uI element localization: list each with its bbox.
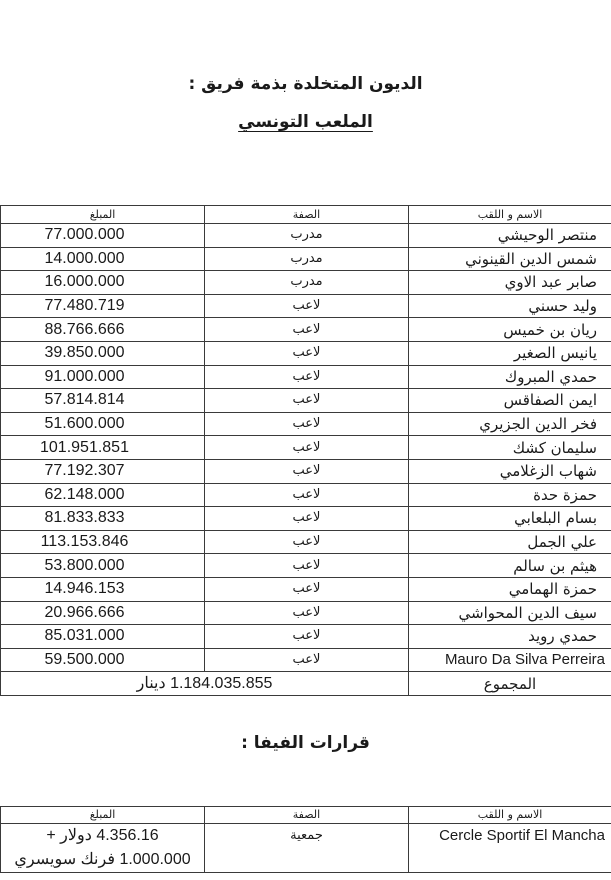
fifa-role-cell: جمعية <box>205 824 409 873</box>
name-cell: بسام البلعابي <box>409 507 611 531</box>
fifa-name-cell: Cercle Sportif El Mancha <box>409 824 611 873</box>
role-cell: لاعب <box>205 459 409 483</box>
name-cell: سيف الدين المحواشي <box>409 601 611 625</box>
amount-cell: 14.946.153 <box>1 577 205 601</box>
role-cell: لاعب <box>205 483 409 507</box>
amount-cell: 101.951.851 <box>1 436 205 460</box>
name-cell: Mauro Da Silva Perreira <box>409 648 611 672</box>
amount-cell: 113.153.846 <box>1 530 205 554</box>
fifa-table <box>0 806 611 873</box>
name-cell: حمزة الهمامي <box>409 577 611 601</box>
role-cell: لاعب <box>205 648 409 672</box>
total-row <box>1 672 611 696</box>
role-cell: لاعب <box>205 412 409 436</box>
role-cell: لاعب <box>205 365 409 389</box>
table-row <box>1 507 611 531</box>
name-cell: صابر عبد الاوي <box>409 271 611 295</box>
name-cell: ايمن الصفاقس <box>409 389 611 413</box>
document-title: الديون المتخلدة بذمة فريق : <box>188 74 423 94</box>
role-cell: لاعب <box>205 625 409 649</box>
table-row <box>1 365 611 389</box>
header-role: الصفة <box>205 206 409 224</box>
debts-table <box>0 205 611 696</box>
amount-cell: 53.800.000 <box>1 554 205 578</box>
role-cell: لاعب <box>205 507 409 531</box>
role-cell: لاعب <box>205 436 409 460</box>
table-row <box>1 341 611 365</box>
amount-cell: 20.966.666 <box>1 601 205 625</box>
role-cell: مدرب <box>205 224 409 248</box>
name-cell: حمدي المبروك <box>409 365 611 389</box>
table-row <box>1 412 611 436</box>
fifa-row <box>1 824 611 873</box>
fifa-header-name: الاسم و اللقب <box>409 807 611 824</box>
table-row <box>1 530 611 554</box>
name-cell: يانيس الصغير <box>409 341 611 365</box>
fifa-amount-line2: 1.000.000 فرنك سويسري <box>14 851 191 868</box>
amount-cell: 85.031.000 <box>1 625 205 649</box>
club-name: الملعب التونسي <box>238 112 373 132</box>
fifa-section-title: قرارات الفيفا : <box>241 733 370 753</box>
fifa-header-role: الصفة <box>205 807 409 824</box>
amount-cell: 51.600.000 <box>1 412 205 436</box>
amount-cell: 77.000.000 <box>1 224 205 248</box>
fifa-header-row <box>1 807 611 824</box>
name-cell: سليمان كشك <box>409 436 611 460</box>
table-row <box>1 247 611 271</box>
name-cell: شهاب الزغلامي <box>409 459 611 483</box>
total-value: 1.184.035.855 دينار <box>1 672 409 696</box>
amount-cell: 62.148.000 <box>1 483 205 507</box>
amount-cell: 16.000.000 <box>1 271 205 295</box>
table-row <box>1 625 611 649</box>
amount-cell: 77.480.719 <box>1 294 205 318</box>
table-row <box>1 294 611 318</box>
amount-cell: 59.500.000 <box>1 648 205 672</box>
role-cell: لاعب <box>205 601 409 625</box>
table-row <box>1 554 611 578</box>
table-row <box>1 389 611 413</box>
role-cell: لاعب <box>205 294 409 318</box>
name-cell: فخر الدين الجزيري <box>409 412 611 436</box>
name-cell: هيثم بن سالم <box>409 554 611 578</box>
role-cell: لاعب <box>205 554 409 578</box>
amount-cell: 91.000.000 <box>1 365 205 389</box>
role-cell: مدرب <box>205 247 409 271</box>
table-row <box>1 648 611 672</box>
fifa-amount-cell <box>1 824 205 873</box>
table-row <box>1 577 611 601</box>
table-row <box>1 271 611 295</box>
fifa-amount-line1: 4.356.16 دولار + <box>46 827 159 844</box>
name-cell: ريان بن خميس <box>409 318 611 342</box>
amount-cell: 57.814.814 <box>1 389 205 413</box>
name-cell: علي الجمل <box>409 530 611 554</box>
table-header-row <box>1 206 611 224</box>
role-cell: لاعب <box>205 341 409 365</box>
table-row <box>1 436 611 460</box>
header-amount: المبلغ <box>1 206 205 224</box>
header-name: الاسم و اللقب <box>409 206 611 224</box>
amount-cell: 14.000.000 <box>1 247 205 271</box>
table-row <box>1 318 611 342</box>
table-row <box>1 224 611 248</box>
name-cell: شمس الدين القينوني <box>409 247 611 271</box>
role-cell: لاعب <box>205 318 409 342</box>
fifa-header-amount: المبلغ <box>1 807 205 824</box>
amount-cell: 39.850.000 <box>1 341 205 365</box>
role-cell: لاعب <box>205 577 409 601</box>
role-cell: لاعب <box>205 530 409 554</box>
amount-cell: 81.833.833 <box>1 507 205 531</box>
amount-cell: 77.192.307 <box>1 459 205 483</box>
name-cell: منتصر الوحيشي <box>409 224 611 248</box>
table-row <box>1 483 611 507</box>
total-label: المجموع <box>409 672 611 696</box>
table-row <box>1 601 611 625</box>
name-cell: حمزة حدة <box>409 483 611 507</box>
role-cell: مدرب <box>205 271 409 295</box>
amount-cell: 88.766.666 <box>1 318 205 342</box>
table-row <box>1 459 611 483</box>
role-cell: لاعب <box>205 389 409 413</box>
name-cell: حمدي رويد <box>409 625 611 649</box>
name-cell: وليد حسني <box>409 294 611 318</box>
